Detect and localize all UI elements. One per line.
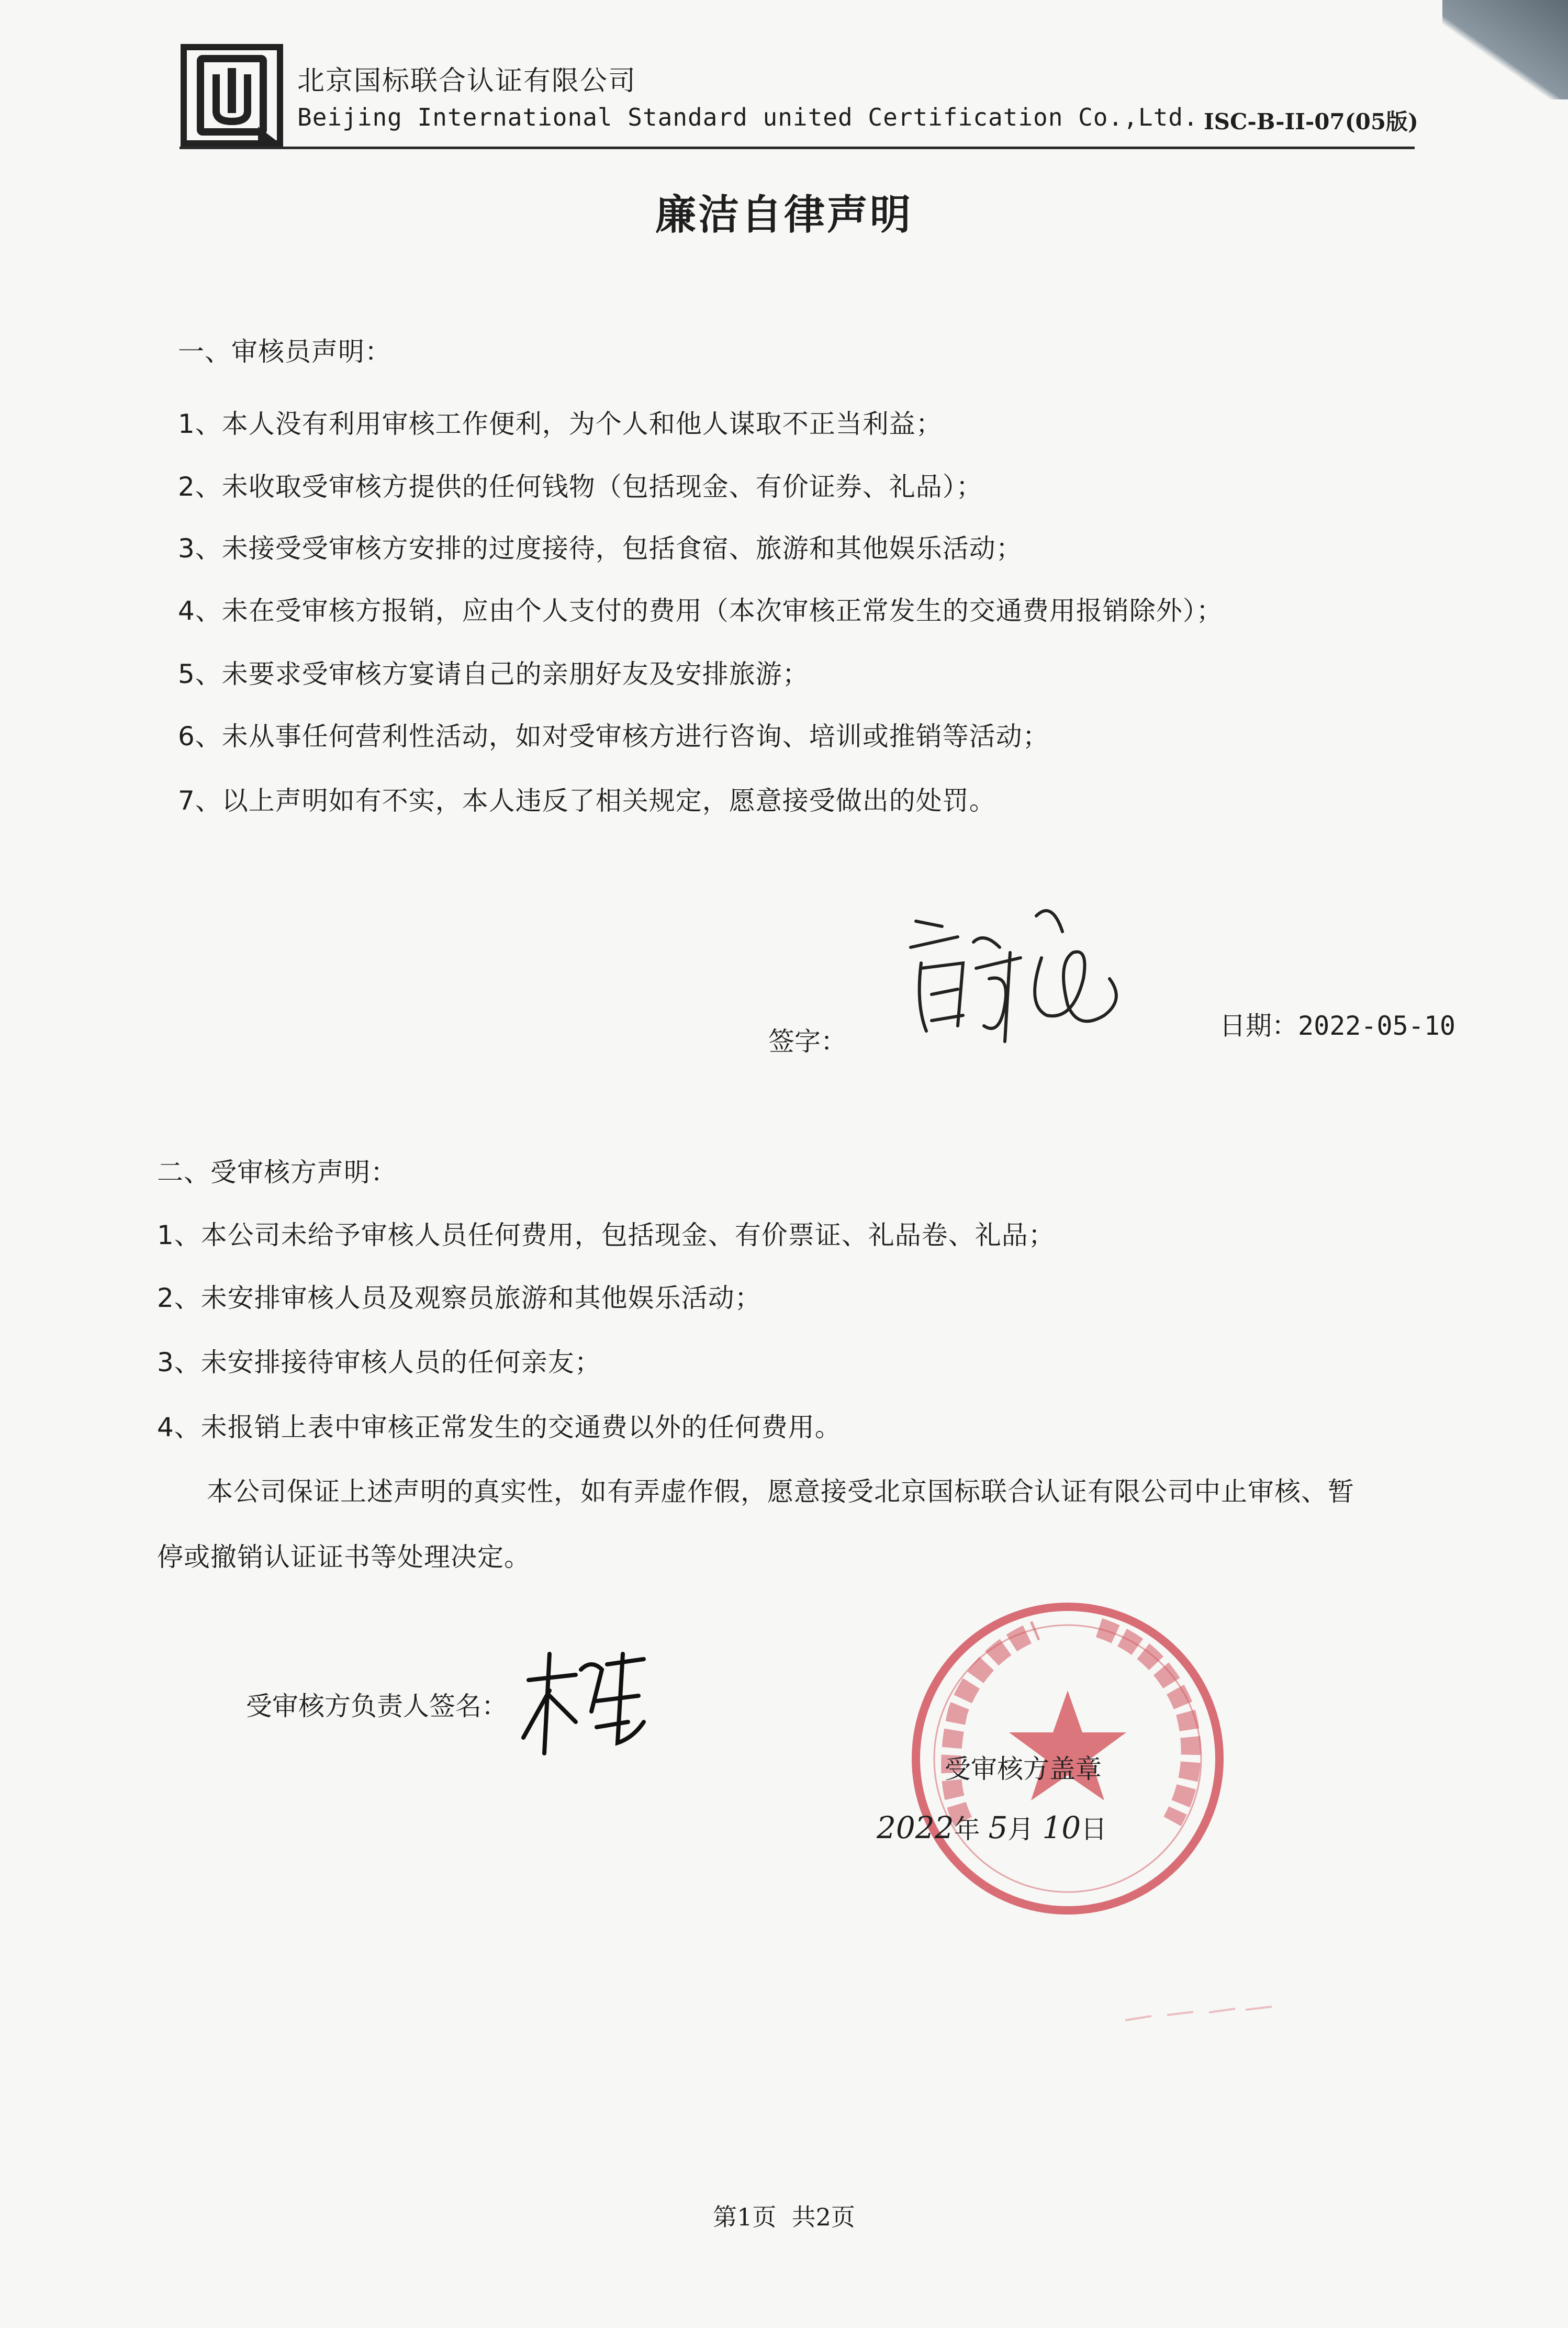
seal-month-suffix: 月 (1007, 1814, 1034, 1844)
seal-year: 2022 (877, 1810, 954, 1845)
auditee-item: 4、未报销上表中审核正常发生的交通费以外的任何费用。 (157, 1412, 842, 1442)
auditor-item: 2、未收取受审核方提供的任何钱物（包括现金、有价证券、礼品）； (178, 472, 983, 502)
company-name-cn: 北京国标联合认证有限公司 (297, 65, 637, 97)
date-label: 日期： (1219, 1011, 1298, 1041)
auditor-signature (879, 900, 1151, 1068)
seal-month: 5 (988, 1810, 1008, 1845)
background-corner (1442, 0, 1568, 99)
seal-day-suffix: 日 (1081, 1814, 1107, 1844)
document-code: ISC-B-II-07(05版) (1204, 109, 1418, 135)
page-title: 廉洁自律声明 (655, 192, 913, 239)
guarantee-line: 停或撤销认证证书等处理决定。 (157, 1542, 531, 1572)
auditor-item: 5、未要求受审核方宴请自己的亲朋好友及安排旅游； (178, 659, 809, 689)
auditor-item: 7、以上声明如有不实，本人违反了相关规定，愿意接受做出的处罚。 (178, 786, 996, 816)
auditor-signature-label: 签字： (768, 1026, 847, 1057)
auditee-item: 1、本公司未给予审核人员任何费用，包括现金、有价票证、礼品卷、礼品； (157, 1220, 1055, 1250)
seal-day: 10 (1042, 1810, 1081, 1845)
page-number: 第1页 共2页 (713, 2203, 855, 2231)
header-divider (180, 147, 1415, 149)
responsible-signature-label: 受审核方负责人签名： (246, 1691, 508, 1721)
date-value: 2022-05-10 (1298, 1011, 1456, 1041)
seal-date (877, 1808, 1107, 1846)
auditee-item: 2、未安排审核人员及观察员旅游和其他娱乐活动； (157, 1283, 761, 1313)
seal-year-suffix: 年 (954, 1814, 980, 1844)
responsible-signature (518, 1649, 654, 1769)
auditor-item: 3、未接受受审核方安排的过度接待，包括食宿、旅游和其他娱乐活动； (178, 533, 1023, 564)
guarantee-line: 本公司保证上述声明的真实性，如有弄虚作假，愿意接受北京国标联合认证有限公司中止审核、暂 (207, 1476, 1354, 1507)
auditor-item: 6、未从事任何营利性活动，如对受审核方进行咨询、培训或推销等活动； (178, 721, 1049, 752)
auditor-heading: 一、审核员声明： (178, 337, 391, 367)
faint-marks (1120, 2005, 1277, 2025)
auditor-item: 4、未在受审核方报销，应由个人支付的费用（本次审核正常发生的交通费用报销除外）； (178, 596, 1223, 626)
auditee-heading: 二、受审核方声明： (157, 1157, 397, 1188)
auditee-item: 3、未安排接待审核人员的任何亲友； (157, 1347, 601, 1378)
auditor-date (1219, 1005, 1455, 1043)
isc-logo-icon (180, 43, 284, 148)
seal-label: 受审核方盖章 (945, 1754, 1102, 1784)
auditor-item: 1、本人没有利用审核工作便利，为个人和他人谋取不正当利益； (178, 409, 943, 439)
company-name-en: Beijing International Standard united Certification Co.,Ltd. (297, 103, 1199, 131)
